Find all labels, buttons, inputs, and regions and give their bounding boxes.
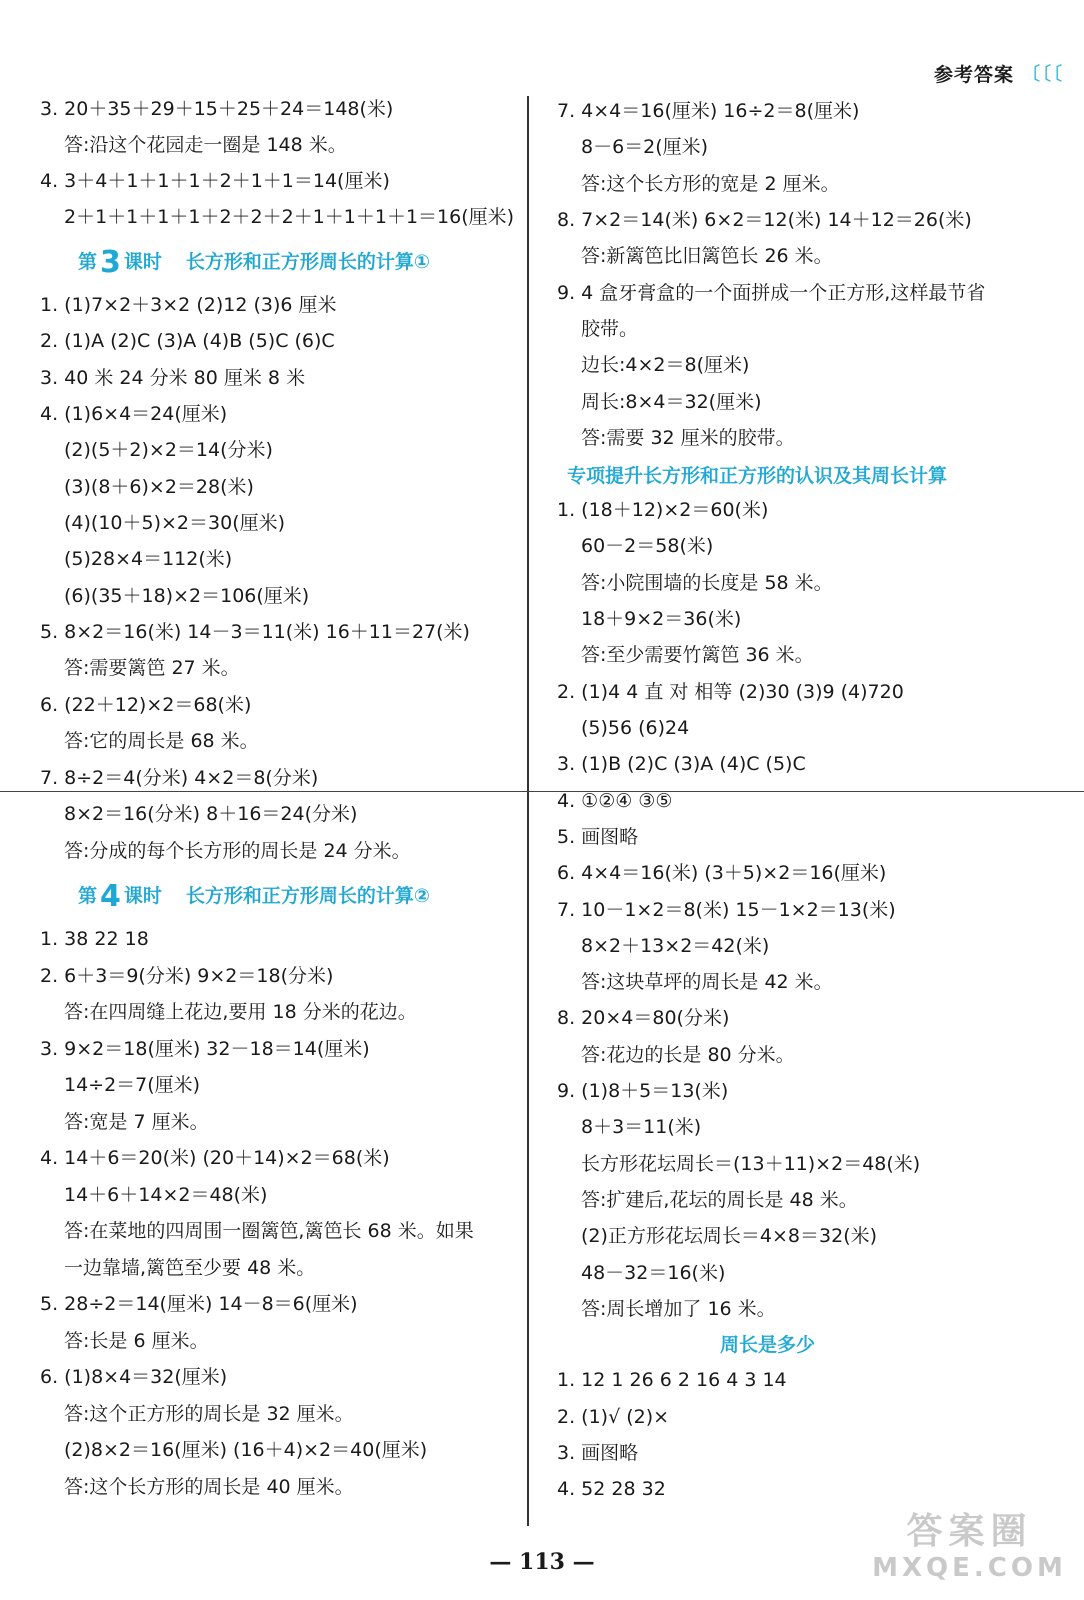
special-title: 长方形和正方形的认识及其周长计算: [643, 465, 948, 487]
answer-line: (2)正方形花坛周长＝4×8＝32(米): [581, 1225, 878, 1247]
special-label: 专项提升: [567, 465, 644, 487]
answer-line: 2. (1)√ (2)×: [557, 1406, 670, 1428]
answer-line: 5. 画图略: [557, 826, 639, 848]
section-title-lesson-3: [78, 247, 430, 278]
answer-line: 答:需要篱笆 27 米。: [64, 657, 240, 679]
answer-line: (2)(5＋2)×2＝14(分米): [64, 439, 273, 461]
answer-line: 答:需要 32 厘米的胶带。: [581, 427, 795, 449]
watermark-top: 答案圈: [906, 1511, 1033, 1552]
column-divider: [527, 96, 529, 1526]
answer-line: 答:花边的长是 80 分米。: [581, 1044, 795, 1066]
answer-line: 答:沿这个花园走一圈是 148 米。: [64, 134, 347, 156]
answer-line: 答:宽是 7 厘米。: [64, 1111, 209, 1133]
answer-line: (5)56 (6)24: [581, 717, 690, 739]
header-title: 参考答案: [933, 63, 1014, 86]
answer-line: 长方形花坛周长＝(13＋11)×2＝48(米): [581, 1153, 921, 1175]
answer-line: 2. (1)A (2)C (3)A (4)B (5)C (6)C: [40, 330, 335, 352]
lesson-title: 长方形和正方形周长的计算①: [185, 251, 430, 273]
answer-line: 7. 8÷2＝4(分米) 4×2＝8(分米): [40, 767, 319, 789]
answer-line: 60－2＝58(米): [581, 535, 714, 557]
answer-line: 5. 8×2＝16(米) 14－3＝11(米) 16＋11＝27(米): [40, 621, 470, 643]
answer-line: 答:周长增加了 16 米。: [581, 1298, 776, 1320]
answer-line: 6. (1)8×4＝32(厘米): [40, 1366, 228, 1388]
lesson-suffix: 课时: [123, 885, 162, 907]
answer-line: 一边靠墙,篱笆至少要 48 米。: [64, 1257, 316, 1279]
answer-line: 2＋1＋1＋1＋1＋2＋2＋2＋1＋1＋1＋1＝16(厘米): [64, 206, 515, 228]
answer-line: (2)8×2＝16(厘米) (16＋4)×2＝40(厘米): [64, 1439, 428, 1461]
lesson-suffix: 课时: [123, 251, 162, 273]
lesson-prefix: 第: [78, 251, 98, 273]
answer-line: 18＋9×2＝36(米): [581, 608, 742, 630]
answer-line: 3. 9×2＝18(厘米) 32－18＝14(厘米): [40, 1038, 370, 1060]
answer-line: 4. 3＋4＋1＋1＋1＋2＋1＋1＝14(厘米): [40, 170, 390, 192]
section-title-lesson-4: [78, 881, 430, 912]
answer-line: 答:在四周缝上花边,要用 18 分米的花边。: [64, 1001, 417, 1023]
answer-line: 5. 28÷2＝14(厘米) 14－8＝6(厘米): [40, 1293, 358, 1315]
answer-line: (6)(35＋18)×2＝106(厘米): [64, 585, 310, 607]
answer-line: 答:这个长方形的宽是 2 厘米。: [581, 173, 840, 195]
section-title-perimeter: 周长是多少: [720, 1334, 816, 1356]
answer-line: 7. 4×4＝16(厘米) 16÷2＝8(厘米): [557, 100, 860, 122]
lesson-number: 4: [100, 879, 121, 914]
lesson-prefix: 第: [78, 885, 98, 907]
answer-line: 3. 画图略: [557, 1442, 639, 1464]
answer-line: 答:小院围墙的长度是 58 米。: [581, 572, 833, 594]
answer-line: 14÷2＝7(厘米): [64, 1074, 201, 1096]
answer-line: 7. 10－1×2＝8(米) 15－1×2＝13(米): [557, 899, 896, 921]
answer-line: 答:它的周长是 68 米。: [64, 730, 259, 752]
answer-line: 4. 14＋6＝20(米) (20＋14)×2＝68(米): [40, 1147, 390, 1169]
answer-line: 1. (1)7×2＋3×2 (2)12 (3)6 厘米: [40, 294, 337, 316]
answer-line: 8×2＝16(分米) 8＋16＝24(分米): [64, 803, 358, 825]
section-title-special: [567, 461, 947, 491]
answer-line: 9. 4 盒牙膏盒的一个面拼成一个正方形,这样最节省: [557, 282, 986, 304]
answer-line: 1. (18＋12)×2＝60(米): [557, 499, 769, 521]
answer-line: 14＋6＋14×2＝48(米): [64, 1184, 268, 1206]
answer-line: 答:至少需要竹篱笆 36 米。: [581, 644, 814, 666]
answer-line: 48－32＝16(米): [581, 1262, 726, 1284]
answer-line: 8＋3＝11(米): [581, 1116, 702, 1138]
answer-line: 1. 38 22 18: [40, 928, 149, 950]
answer-line: 6. (22＋12)×2＝68(米): [40, 694, 252, 716]
answer-line: 周长:8×4＝32(厘米): [581, 391, 762, 413]
answer-line: 答:这块草坪的周长是 42 米。: [581, 971, 833, 993]
answer-line: 答:新篱笆比旧篱笆长 26 米。: [581, 245, 833, 267]
answer-line: 答:分成的每个长方形的周长是 24 分米。: [64, 840, 411, 862]
answer-line: 2. 6＋3＝9(分米) 9×2＝18(分米): [40, 965, 334, 987]
answer-line: (3)(8＋6)×2＝28(米): [64, 476, 254, 498]
header-decoration: 〔〔〔: [1022, 64, 1064, 85]
answer-line: 3. (1)B (2)C (3)A (4)C (5)C: [557, 753, 806, 775]
answer-line: 3. 20＋35＋29＋15＋25＋24＝148(米): [40, 98, 394, 120]
answer-line: 答:扩建后,花坛的周长是 48 米。: [581, 1189, 858, 1211]
answer-line: 2. (1)4 4 直 对 相等 (2)30 (3)9 (4)720: [557, 681, 904, 703]
page-header: [934, 58, 1064, 88]
answer-line: 8×2＋13×2＝42(米): [581, 935, 770, 957]
answer-line: 9. (1)8＋5＝13(米): [557, 1080, 729, 1102]
page-number: — 113 —: [489, 1549, 595, 1575]
answer-line: (5)28×4＝112(米): [64, 548, 233, 570]
answer-line: 4. (1)6×4＝24(厘米): [40, 403, 228, 425]
answer-line: 答:长是 6 厘米。: [64, 1330, 209, 1352]
lesson-number: 3: [100, 245, 121, 280]
answer-line: 胶带。: [581, 318, 639, 340]
lesson-title: 长方形和正方形周长的计算②: [185, 885, 430, 907]
answer-line: 答:这个正方形的周长是 32 厘米。: [64, 1403, 354, 1425]
answer-line: 答:在菜地的四周围一圈篱笆,篱笆长 68 米。如果: [64, 1220, 474, 1242]
answer-line: 边长:4×2＝8(厘米): [581, 354, 750, 376]
answer-line: 4. ①②④ ③⑤: [557, 790, 673, 812]
answer-line: 1. 12 1 26 6 2 16 4 3 14: [557, 1369, 787, 1391]
watermark-logo: [867, 1510, 1072, 1590]
answer-line: 4. 52 28 32: [557, 1478, 666, 1500]
answer-line: 8. 7×2＝14(米) 6×2＝12(米) 14＋12＝26(米): [557, 209, 972, 231]
answer-line: 8. 20×4＝80(分米): [557, 1007, 730, 1029]
answer-line: 8－6＝2(厘米): [581, 136, 709, 158]
answer-line: 6. 4×4＝16(米) (3＋5)×2＝16(厘米): [557, 862, 887, 884]
answer-line: 答:这个长方形的周长是 40 厘米。: [64, 1476, 354, 1498]
answer-line: 3. 40 米 24 分米 80 厘米 8 米: [40, 367, 306, 389]
watermark-bottom: MXQE.COM: [872, 1553, 1067, 1583]
answer-line: (4)(10＋5)×2＝30(厘米): [64, 512, 286, 534]
